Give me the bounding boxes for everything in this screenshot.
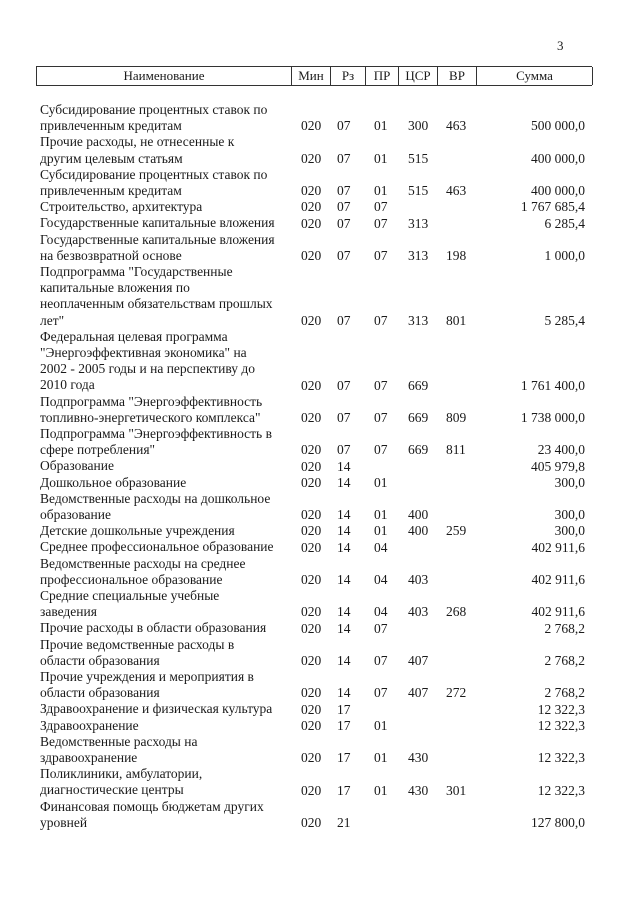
header-csr: ЦСР xyxy=(398,67,437,85)
row-name xyxy=(40,394,295,426)
row-sum: 2 768,2 xyxy=(544,685,585,701)
row-name xyxy=(40,539,295,555)
row-sum: 5 285,4 xyxy=(544,312,585,328)
row-min: 020 xyxy=(301,604,322,620)
header-sum: Сумма xyxy=(476,67,593,85)
row-rz: 07 xyxy=(337,247,351,263)
row-name-line: Подпрограмма "Государственные xyxy=(40,264,233,279)
row-vr: 801 xyxy=(446,312,467,328)
row-pr: 07 xyxy=(374,620,388,636)
table-row xyxy=(0,199,640,215)
row-min: 020 xyxy=(301,701,322,717)
row-min: 020 xyxy=(301,409,322,425)
row-sum: 2 768,2 xyxy=(544,620,585,636)
row-pr: 07 xyxy=(374,409,388,425)
row-name xyxy=(40,620,295,636)
row-csr: 430 xyxy=(408,750,429,766)
table-row xyxy=(0,102,640,134)
row-name-line: Субсидирование процентных ставок по xyxy=(40,166,268,182)
row-sum: 12 322,3 xyxy=(537,782,585,798)
table-row xyxy=(0,458,640,474)
row-csr: 669 xyxy=(408,409,429,425)
table-row xyxy=(0,475,640,491)
row-sum: 1 767 685,4 xyxy=(520,199,585,215)
row-pr: 01 xyxy=(374,523,388,539)
row-sum: 12 322,3 xyxy=(537,701,585,717)
row-rz: 07 xyxy=(337,150,351,166)
row-name xyxy=(40,669,295,701)
row-name-line: лет" xyxy=(40,312,65,328)
table-row xyxy=(0,215,640,231)
row-name-line: привлеченным кредитам xyxy=(40,118,182,134)
row-name xyxy=(40,134,295,166)
table-row xyxy=(0,766,640,798)
row-sum: 300,0 xyxy=(554,474,585,490)
table-row xyxy=(0,734,640,766)
row-pr: 07 xyxy=(374,685,388,701)
row-rz: 07 xyxy=(337,312,351,328)
row-name xyxy=(40,102,295,134)
row-min: 020 xyxy=(301,118,322,134)
row-csr: 515 xyxy=(408,150,429,166)
row-min: 020 xyxy=(301,782,322,798)
row-name-line: Прочие расходы в области образования xyxy=(40,620,267,636)
row-pr: 01 xyxy=(374,782,388,798)
row-csr: 403 xyxy=(408,571,429,587)
row-vr: 463 xyxy=(446,118,467,134)
row-rz: 14 xyxy=(337,604,351,620)
row-name-line: образование xyxy=(40,507,111,522)
row-pr: 07 xyxy=(374,312,388,328)
row-rz: 17 xyxy=(337,717,351,733)
row-name-line: Дошкольное образование xyxy=(40,474,187,490)
table-row xyxy=(0,134,640,166)
row-name xyxy=(40,556,295,588)
row-name-line: топливно-энергетического комплекса" xyxy=(40,409,261,425)
row-name xyxy=(40,637,295,669)
row-pr: 01 xyxy=(374,717,388,733)
header-name: Наименование xyxy=(36,67,291,85)
row-name-line: Средние специальные учебные xyxy=(40,588,220,603)
row-rz: 07 xyxy=(337,409,351,425)
row-pr: 04 xyxy=(374,604,388,620)
row-name xyxy=(40,799,295,831)
row-pr: 07 xyxy=(374,442,388,458)
row-vr: 259 xyxy=(446,523,467,539)
row-min: 020 xyxy=(301,750,322,766)
row-rz: 14 xyxy=(337,685,351,701)
row-sum: 12 322,3 xyxy=(537,717,585,733)
row-vr: 198 xyxy=(446,247,467,263)
table-row xyxy=(0,556,640,588)
row-sum: 23 400,0 xyxy=(537,442,585,458)
row-sum: 1 761 400,0 xyxy=(520,377,585,393)
table-row xyxy=(0,718,640,734)
row-min: 020 xyxy=(301,814,322,830)
row-pr: 07 xyxy=(374,247,388,263)
row-name xyxy=(40,588,295,620)
row-name-line: Образование xyxy=(40,458,114,474)
row-name-line: здравоохранение xyxy=(40,750,138,765)
row-rz: 07 xyxy=(337,199,351,215)
row-name xyxy=(40,734,295,766)
table-row xyxy=(0,637,640,669)
row-name xyxy=(40,329,295,394)
table-row xyxy=(0,799,640,831)
row-pr: 04 xyxy=(374,571,388,587)
row-csr: 669 xyxy=(408,377,429,393)
table-row xyxy=(0,588,640,620)
row-name xyxy=(40,458,295,474)
row-name-line: области образования xyxy=(40,652,160,668)
table-row xyxy=(0,167,640,199)
row-name-line: заведения xyxy=(40,604,97,620)
row-min: 020 xyxy=(301,312,322,328)
table-row xyxy=(0,491,640,523)
row-rz: 14 xyxy=(337,539,351,555)
row-rz: 17 xyxy=(337,701,351,717)
row-rz: 14 xyxy=(337,474,351,490)
row-name-line: Прочие ведомственные расходы в xyxy=(40,636,235,652)
row-name-line: диагностические центры xyxy=(40,782,184,798)
row-sum: 402 911,6 xyxy=(531,539,585,555)
row-name-line: Подпрограмма "Энергоэффективность в xyxy=(40,426,272,441)
row-name xyxy=(40,523,295,539)
row-vr: 268 xyxy=(446,604,467,620)
header-vr: ВР xyxy=(437,67,476,85)
row-csr: 313 xyxy=(408,247,429,263)
row-min: 020 xyxy=(301,652,322,668)
row-sum: 405 979,8 xyxy=(531,458,585,474)
header-min: Мин xyxy=(291,67,330,85)
row-name-line: Финансовая помощь бюджетам других xyxy=(40,798,264,814)
row-sum: 300,0 xyxy=(554,523,585,539)
row-rz: 14 xyxy=(337,523,351,539)
row-min: 020 xyxy=(301,474,322,490)
row-pr: 01 xyxy=(374,750,388,766)
row-sum: 127 800,0 xyxy=(531,814,585,830)
row-csr: 403 xyxy=(408,604,429,620)
row-name-line: на безвозвратной основе xyxy=(40,247,182,263)
table-row xyxy=(0,426,640,458)
table-row xyxy=(0,669,640,701)
row-name-line: Государственные капитальные вложения xyxy=(40,215,275,231)
row-name xyxy=(40,701,295,717)
row-vr: 809 xyxy=(446,409,467,425)
row-rz: 07 xyxy=(337,118,351,134)
row-name-line: 2002 - 2005 годы и на перспективу до xyxy=(40,361,256,377)
row-name-line: Ведомственные расходы на среднее xyxy=(40,555,246,571)
row-pr: 01 xyxy=(374,474,388,490)
row-min: 020 xyxy=(301,215,322,231)
row-name-line: привлеченным кредитам xyxy=(40,183,182,198)
row-name-line: неоплаченным обязательствам прошлых xyxy=(40,296,273,312)
row-sum: 2 768,2 xyxy=(544,652,585,668)
row-name xyxy=(40,199,295,215)
row-pr: 01 xyxy=(374,118,388,134)
row-rz: 07 xyxy=(337,183,351,199)
row-name xyxy=(40,766,295,798)
row-name-line: Ведомственные расходы на xyxy=(40,733,198,749)
row-name-line: капитальные вложения по xyxy=(40,280,190,296)
row-pr: 07 xyxy=(374,652,388,668)
row-name-line: уровней xyxy=(40,814,88,830)
table-row xyxy=(0,701,640,717)
table-row xyxy=(0,394,640,426)
row-name-line: Среднее профессиональное образование xyxy=(40,539,274,555)
row-csr: 430 xyxy=(408,782,429,798)
row-rz: 14 xyxy=(337,507,351,523)
row-csr: 407 xyxy=(408,685,429,701)
row-rz: 14 xyxy=(337,571,351,587)
row-name-line: Ведомственные расходы на дошкольное xyxy=(40,490,271,506)
table-row xyxy=(0,264,640,329)
row-name xyxy=(40,264,295,329)
row-sum: 6 285,4 xyxy=(544,215,585,231)
row-name-line: Строительство, архитектура xyxy=(40,199,203,215)
row-min: 020 xyxy=(301,539,322,555)
row-name-line: Государственные капитальные вложения xyxy=(40,231,275,247)
table-row xyxy=(0,329,640,394)
row-name-line: сфере потребления" xyxy=(40,442,156,458)
header-pr: ПР xyxy=(365,67,398,85)
row-rz: 14 xyxy=(337,620,351,636)
row-min: 020 xyxy=(301,523,322,539)
row-name-line: Детские дошкольные учреждения xyxy=(40,523,235,539)
row-name-line: Прочие расходы, не отнесенные к xyxy=(40,134,235,150)
row-pr: 07 xyxy=(374,199,388,215)
row-csr: 400 xyxy=(408,507,429,523)
row-rz: 14 xyxy=(337,458,351,474)
row-name xyxy=(40,232,295,264)
row-sum: 402 911,6 xyxy=(531,571,585,587)
row-rz: 07 xyxy=(337,442,351,458)
row-csr: 669 xyxy=(408,442,429,458)
row-name xyxy=(40,718,295,734)
row-rz: 21 xyxy=(337,814,351,830)
row-min: 020 xyxy=(301,571,322,587)
row-name xyxy=(40,475,295,491)
row-name-line: 2010 года xyxy=(40,377,95,393)
row-min: 020 xyxy=(301,377,322,393)
row-name xyxy=(40,215,295,231)
row-min: 020 xyxy=(301,442,322,458)
row-name-line: Подпрограмма "Энергоэффективность xyxy=(40,393,263,409)
header-rz: Рз xyxy=(330,67,365,85)
row-sum: 402 911,6 xyxy=(531,604,585,620)
row-sum: 500 000,0 xyxy=(531,118,585,134)
row-name-line: Поликлиники, амбулатории, xyxy=(40,766,203,782)
row-vr: 463 xyxy=(446,183,467,199)
row-pr: 04 xyxy=(374,539,388,555)
row-pr: 07 xyxy=(374,215,388,231)
row-sum: 12 322,3 xyxy=(537,750,585,766)
row-csr: 515 xyxy=(408,183,429,199)
row-sum: 400 000,0 xyxy=(531,150,585,166)
row-min: 020 xyxy=(301,150,322,166)
row-csr: 300 xyxy=(408,118,429,134)
row-name-line: области образования xyxy=(40,685,160,701)
row-csr: 313 xyxy=(408,312,429,328)
row-vr: 301 xyxy=(446,782,467,798)
row-name xyxy=(40,426,295,458)
row-min: 020 xyxy=(301,507,322,523)
row-name-line: Прочие учреждения и мероприятия в xyxy=(40,669,254,684)
row-csr: 400 xyxy=(408,523,429,539)
row-min: 020 xyxy=(301,199,322,215)
row-pr: 07 xyxy=(374,377,388,393)
row-min: 020 xyxy=(301,183,322,199)
row-min: 020 xyxy=(301,685,322,701)
row-name-line: Здравоохранение xyxy=(40,717,139,733)
row-rz: 17 xyxy=(337,750,351,766)
row-sum: 300,0 xyxy=(554,507,585,523)
row-rz: 17 xyxy=(337,782,351,798)
row-pr: 01 xyxy=(374,507,388,523)
table-row xyxy=(0,620,640,636)
row-vr: 272 xyxy=(446,685,467,701)
row-vr: 811 xyxy=(446,442,466,458)
row-rz: 07 xyxy=(337,377,351,393)
row-csr: 407 xyxy=(408,652,429,668)
row-sum: 1 000,0 xyxy=(544,247,585,263)
table-row xyxy=(0,232,640,264)
row-name-line: Федеральная целевая программа xyxy=(40,328,228,344)
row-min: 020 xyxy=(301,247,322,263)
row-csr: 313 xyxy=(408,215,429,231)
row-min: 020 xyxy=(301,717,322,733)
row-sum: 400 000,0 xyxy=(531,183,585,199)
row-min: 020 xyxy=(301,620,322,636)
page-number: 3 xyxy=(557,38,564,53)
table-row xyxy=(0,523,640,539)
row-name-line: Здравоохранение и физическая культура xyxy=(40,701,273,717)
row-rz: 14 xyxy=(337,652,351,668)
row-name-line: профессиональное образование xyxy=(40,571,223,587)
row-name-line: Субсидирование процентных ставок по xyxy=(40,102,268,117)
row-name xyxy=(40,491,295,523)
row-pr: 01 xyxy=(374,183,388,199)
row-name-line: другим целевым статьям xyxy=(40,150,183,166)
row-pr: 01 xyxy=(374,150,388,166)
row-min: 020 xyxy=(301,458,322,474)
row-rz: 07 xyxy=(337,215,351,231)
row-name xyxy=(40,167,295,199)
table-row xyxy=(0,539,640,555)
row-name-line: "Энергоэффективная экономика" на xyxy=(40,345,247,360)
row-sum: 1 738 000,0 xyxy=(520,409,585,425)
